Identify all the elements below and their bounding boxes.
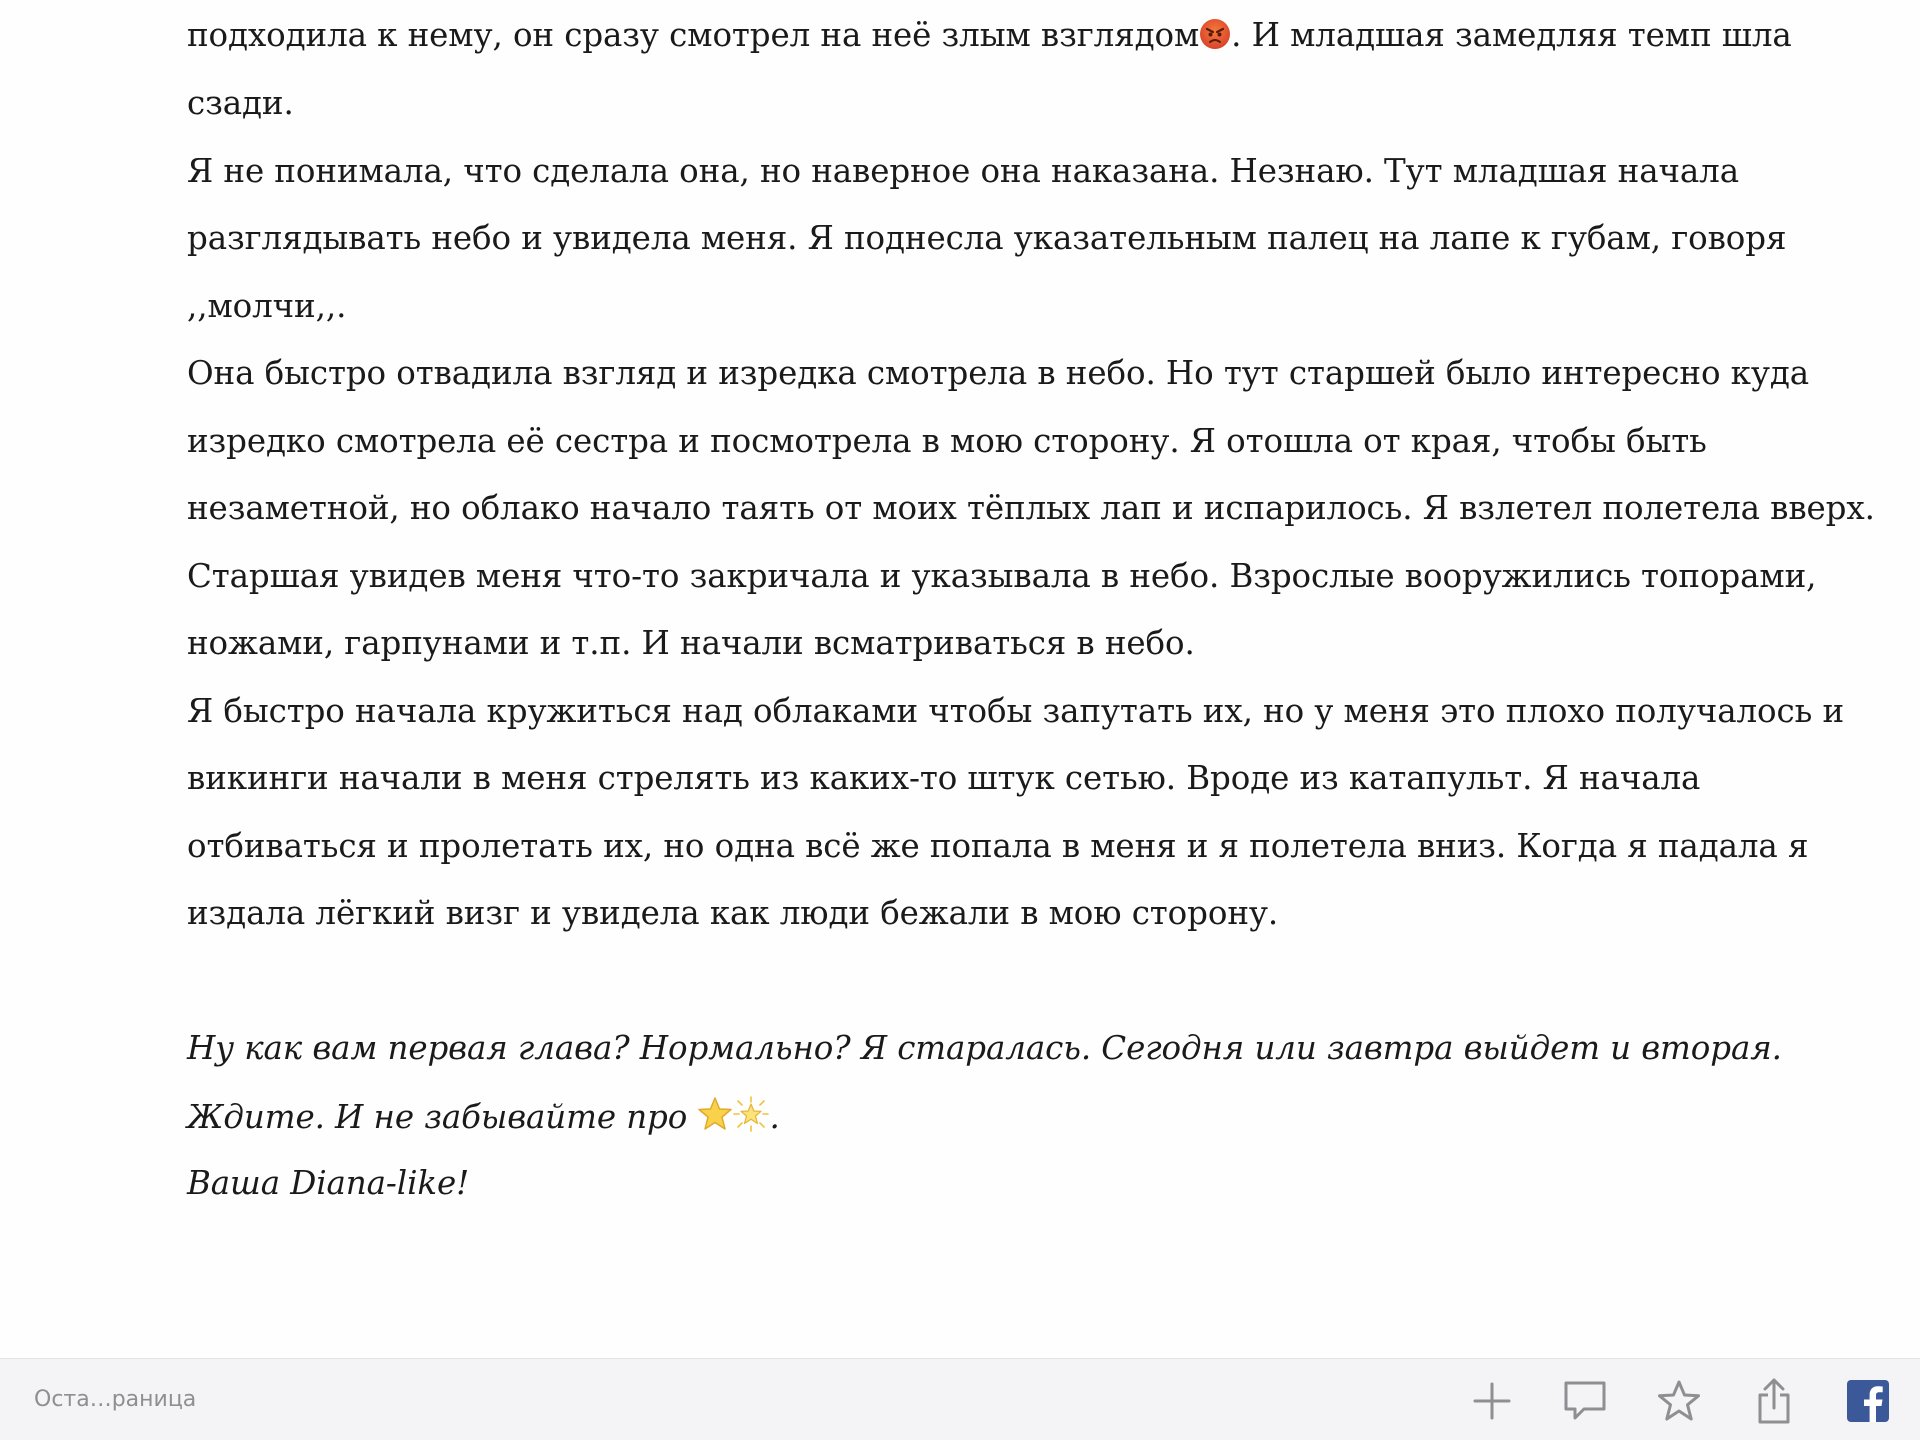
afterword-line: [187, 1096, 780, 1141]
bottom-toolbar: [0, 1358, 1920, 1440]
angry-face-emoji-icon: [1199, 18, 1231, 59]
glowing-star-emoji-icon: [733, 1096, 769, 1141]
facebook-icon: [1847, 1380, 1889, 1422]
text-line: ножами, гарпунами и т.п. И начали всматриваться в небо.: [187, 624, 1195, 662]
text-line: Старшая увидев меня что-то закричала и указывала в небо. Взрослые вооружились топорами,: [187, 557, 1817, 595]
afterword-line: Ну как вам первая глава? Нормально? Я старалась. Сегодня или завтра выйдет и вторая.: [187, 1029, 1782, 1067]
plus-icon: [1472, 1381, 1512, 1421]
comments-button[interactable]: [1562, 1378, 1608, 1424]
text-line: отбиваться и пролетать их, но одна всё же попала в меня и я полетела вниз. Когда я падала я: [187, 827, 1809, 865]
favorite-button[interactable]: [1656, 1378, 1702, 1424]
text-line: [187, 15, 1792, 59]
share-icon: [1756, 1377, 1792, 1425]
text-line: разглядывать небо и увидела меня. Я поднесла указательным палец на лапе к губам, говоря: [187, 219, 1787, 257]
text-segment: . И младшая замедляя темп шла: [1231, 16, 1792, 54]
text-line: изредко смотрела её сестра и посмотрела в мою сторону. Я отошла от края, чтобы быть: [187, 422, 1707, 460]
facebook-share-button[interactable]: [1845, 1378, 1891, 1424]
text-line: Я не понимала, что сделала она, но наверное она наказана. Незнаю. Тут младшая начала: [187, 152, 1739, 190]
add-button[interactable]: [1469, 1378, 1515, 1424]
speech-bubble-icon: [1562, 1379, 1608, 1423]
share-button[interactable]: [1751, 1378, 1797, 1424]
text-line: сзади.: [187, 84, 294, 122]
text-line: незаметной, но облако начало таять от моих тёплых лап и испарилось. Я взлетел полетела вверх.: [187, 489, 1875, 527]
text-line: ,,молчи,,.: [187, 287, 347, 325]
text-line: викинги начали в меня стрелять из каких-то штук сетью. Вроде из катапульт. Я начала: [187, 759, 1701, 797]
text-line: Я быстро начала кружиться над облаками чтобы запутать их, но у меня это плохо получалось и: [187, 692, 1845, 730]
signature-line: Ваша Diana-like!: [187, 1164, 470, 1202]
page-title: Оста…раница: [34, 1387, 197, 1412]
star-emoji-icon: [697, 1096, 733, 1141]
star-outline-icon: [1657, 1379, 1701, 1423]
text-line: Она быстро отвадила взгляд и изредка смотрела в небо. Но тут старшей было интересно куда: [187, 354, 1810, 392]
text-segment: подходила к нему, он сразу смотрел на неё злым взглядом: [187, 16, 1200, 54]
text-segment: Ждите. И не забывайте про: [187, 1098, 698, 1136]
text-segment: .: [769, 1098, 780, 1136]
text-line: издала лёгкий визг и увидела как люди бежали в мою сторону.: [187, 894, 1279, 932]
